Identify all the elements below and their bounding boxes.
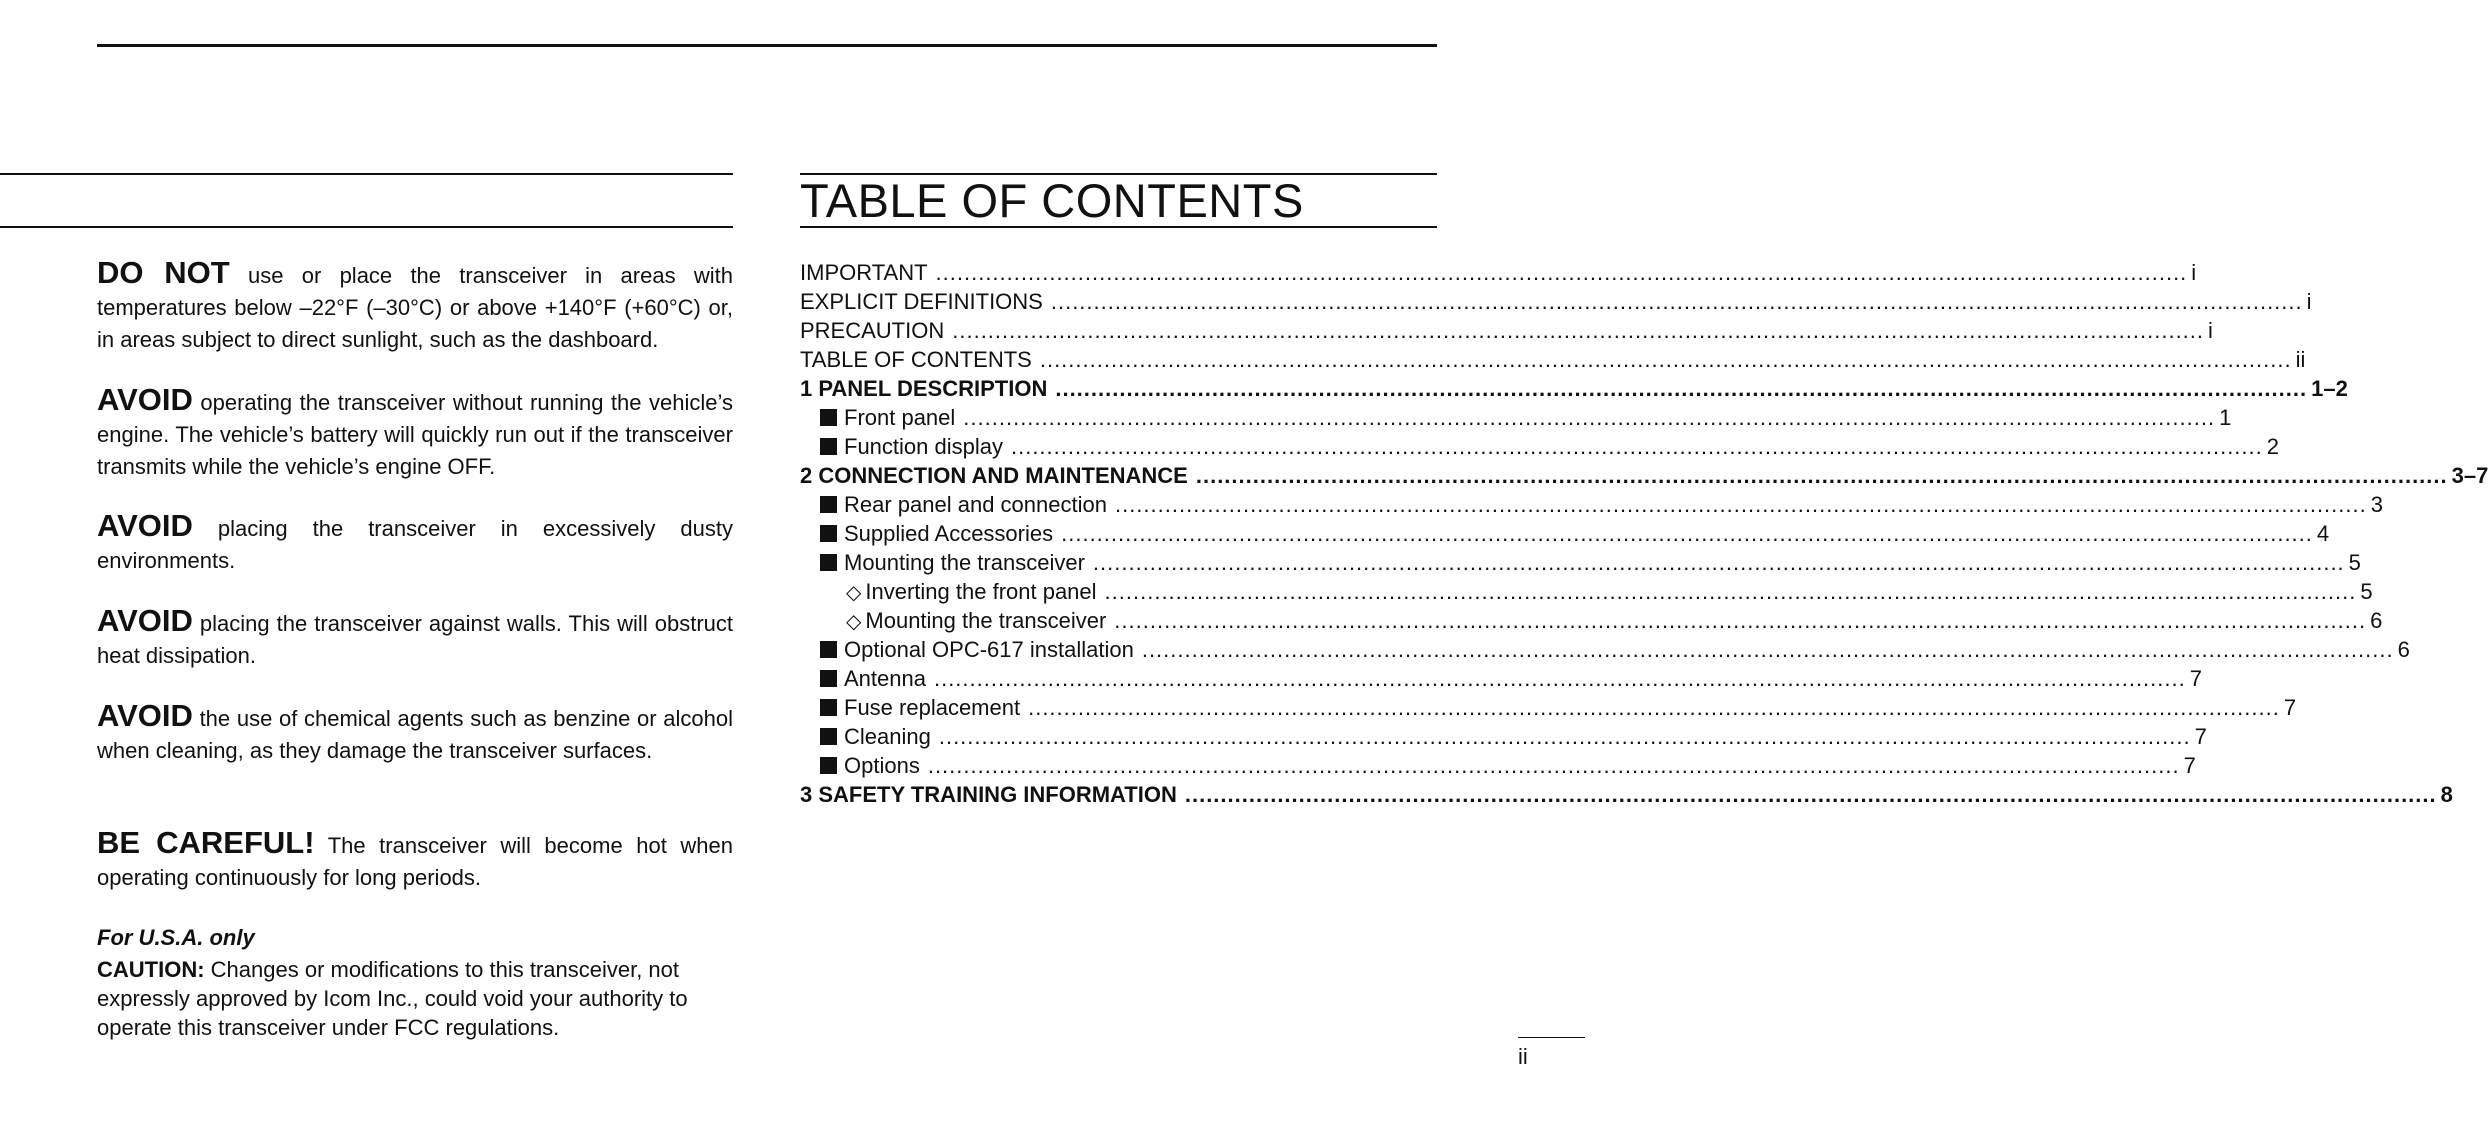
toc-label-text: Rear panel and connection — [844, 492, 1107, 517]
toc-page: i — [2191, 260, 2197, 285]
toc-leader: ................................................................................................................................................................................ — [1104, 579, 2357, 604]
toc-label — [820, 403, 955, 432]
toc-leader: ................................................................................................................................................................................ — [1184, 782, 2437, 807]
toc-label-text: Fuse replacement — [844, 695, 1021, 720]
toc-label — [820, 432, 1003, 461]
toc-label: TABLE OF CONTENTS — [800, 347, 1032, 372]
toc-label — [820, 490, 1107, 519]
toc-entry-inverting-front-panel[interactable] — [846, 577, 2373, 606]
toc-page: 3 — [2370, 492, 2383, 517]
toc-label — [820, 722, 931, 751]
precaution-be-careful — [97, 827, 733, 894]
precaution-text: the use of chemical agents such as benzine or alcohol when cleaning, as they damage the transceiver surfaces. — [97, 706, 733, 763]
toc-entry-panel-description[interactable] — [800, 374, 2348, 403]
toc-label — [820, 548, 1085, 577]
toc-label-text: Cleaning — [844, 724, 931, 749]
precaution-text: placing the transceiver in excessively dusty environments. — [97, 516, 733, 573]
toc-label: 2 CONNECTION AND MAINTENANCE — [800, 463, 1188, 488]
toc-leader: ................................................................................................................................................................................ — [952, 318, 2205, 343]
square-bullet-icon — [820, 438, 837, 455]
square-bullet-icon — [820, 409, 837, 426]
precaution-avoid-chemicals — [97, 700, 733, 767]
toc-leader: ................................................................................................................................................................................ — [963, 405, 2216, 430]
toc-entry-front-panel[interactable] — [820, 403, 2232, 432]
toc-leader: ................................................................................................................................................................................ — [1141, 637, 2394, 662]
toc-page: 4 — [2316, 521, 2330, 546]
toc-label — [846, 577, 1097, 608]
toc-label-text: Optional OPC-617 installation — [844, 637, 1134, 662]
square-bullet-icon — [820, 496, 837, 513]
toc-page: i — [2306, 289, 2312, 314]
toc-page: 7 — [2194, 724, 2207, 749]
toc-leader: ................................................................................................................................................................................ — [1114, 492, 2367, 517]
toc-page: 2 — [2266, 434, 2279, 459]
precaution-lead: AVOID — [97, 698, 193, 733]
toc-leader: ................................................................................................................................................................................ — [938, 724, 2191, 749]
toc-entry-supplied-accessories[interactable] — [820, 519, 2330, 548]
square-bullet-icon — [820, 670, 837, 687]
precaution-avoid-walls — [97, 605, 733, 672]
square-bullet-icon — [820, 728, 837, 745]
toc-leader: ................................................................................................................................................................................ — [1010, 434, 2263, 459]
toc-entry-mounting-sub[interactable] — [846, 606, 2383, 635]
precaution-lead: AVOID — [97, 382, 193, 417]
toc-label — [846, 606, 1106, 637]
toc-page: 1–2 — [2311, 376, 2348, 401]
left-header-rule-bottom — [0, 226, 733, 228]
toc-entry-precaution[interactable] — [800, 316, 2213, 345]
toc-page: 7 — [2283, 695, 2297, 720]
precaution-lead: BE CAREFUL! — [97, 825, 315, 860]
toc-entry-function-display[interactable] — [820, 432, 2279, 461]
fcc-caution — [97, 955, 733, 1042]
toc-label-text: Mounting the transceiver — [865, 608, 1107, 633]
precaution-text: use or place the transceiver in areas with temperatures below –22°F (–30°C) or above +140°F (+60°C) or, in areas subject to direct sunlight, such as the dashboard. — [97, 263, 733, 352]
toc-label-text: Antenna — [844, 666, 926, 691]
precaution-avoid-dust — [97, 510, 733, 577]
toc-label-text: Options — [844, 753, 920, 778]
square-bullet-icon — [820, 525, 837, 542]
left-header-rule-top — [0, 173, 733, 175]
toc-leader: ................................................................................................................................................................................ — [927, 753, 2180, 778]
toc-label: PRECAUTION — [800, 318, 945, 343]
toc-label: 3 SAFETY TRAINING INFORMATION — [800, 782, 1177, 807]
square-bullet-icon — [820, 699, 837, 716]
toc-page: 6 — [2370, 608, 2383, 633]
toc-entry-connection-maintenance[interactable] — [800, 461, 2488, 490]
precaution-do-not — [97, 257, 733, 356]
square-bullet-icon — [820, 641, 837, 658]
toc-leader: ................................................................................................................................................................................ — [1039, 347, 2292, 372]
toc-label — [820, 693, 1020, 722]
toc-page: 5 — [2360, 579, 2373, 604]
usa-only-heading: For U.S.A. only — [97, 925, 255, 950]
toc-label: EXPLICIT DEFINITIONS — [800, 289, 1043, 314]
toc-leader: ................................................................................................................................................................................ — [1028, 695, 2280, 720]
top-rule — [97, 44, 1437, 47]
toc-entry-safety-training[interactable] — [800, 780, 2453, 809]
square-bullet-icon — [820, 757, 837, 774]
toc-entry-opc617[interactable] — [820, 635, 2410, 664]
toc-leader: ................................................................................................................................................................................ — [1050, 289, 2303, 314]
toc-page: 3–7 — [2451, 463, 2488, 488]
square-bullet-icon — [820, 554, 837, 571]
page-number-rule — [1518, 1037, 1585, 1038]
toc-label-text: Function display — [844, 434, 1003, 459]
toc-entry-antenna[interactable] — [820, 664, 2202, 693]
toc-label-text: Inverting the front panel — [865, 579, 1097, 604]
toc-page: 8 — [2440, 782, 2453, 807]
precaution-lead: DO NOT — [97, 255, 230, 290]
precaution-lead: AVOID — [97, 603, 193, 638]
toc-label — [820, 635, 1134, 664]
toc-label-text: Front panel — [844, 405, 956, 430]
toc-entry-options[interactable] — [820, 751, 2196, 780]
toc-leader: ................................................................................................................................................................................ — [1055, 376, 2308, 401]
toc-leader: ................................................................................................................................................................................ — [1061, 521, 2313, 546]
toc-label — [820, 519, 1053, 548]
toc-entry-fuse-replacement[interactable] — [820, 693, 2297, 722]
page-number: ii — [1518, 1044, 1528, 1069]
toc-label: IMPORTANT — [800, 260, 928, 285]
toc-entry-table-of-contents[interactable] — [800, 345, 2306, 374]
toc-entry-cleaning[interactable] — [820, 722, 2207, 751]
toc-entry-mounting[interactable] — [820, 548, 2361, 577]
toc-page: 6 — [2397, 637, 2410, 662]
caution-text: Changes or modifications to this transceiver, not expressly approved by Icom Inc., could void your authority to operate this transceiver under FCC regulations. — [97, 957, 688, 1040]
caution-lead: CAUTION: — [97, 957, 205, 982]
toc-page: i — [2208, 318, 2213, 343]
toc-leader: ................................................................................................................................................................................ — [1092, 550, 2345, 575]
toc-leader: ................................................................................................................................................................................ — [935, 260, 2188, 285]
precaution-text: placing the transceiver against walls. This will obstruct heat dissipation. — [97, 611, 733, 668]
toc-leader: ................................................................................................................................................................................ — [1114, 608, 2367, 633]
precaution-lead: AVOID — [97, 508, 193, 543]
toc-entry-important[interactable] — [800, 258, 2197, 287]
toc-leader: ................................................................................................................................................................................ — [1195, 463, 2448, 488]
toc-entry-explicit-definitions[interactable] — [800, 287, 2312, 316]
toc-page: 5 — [2348, 550, 2361, 575]
toc-label — [820, 664, 926, 693]
toc-page: ii — [2295, 347, 2306, 372]
toc-label: 1 PANEL DESCRIPTION — [800, 376, 1048, 401]
toc-leader: ................................................................................................................................................................................ — [933, 666, 2186, 691]
toc-title: TABLE OF CONTENTS — [800, 174, 1304, 227]
diamond-bullet-icon: ◇ — [846, 582, 862, 604]
toc-label-text: Mounting the transceiver — [844, 550, 1085, 575]
precaution-text: operating the transceiver without running the vehicle’s engine. The vehicle’s battery will quickly run out if the transceiver transmits while the vehicle’s engine OFF. — [97, 390, 733, 479]
toc-label — [820, 751, 920, 780]
toc-page: 1 — [2219, 405, 2232, 430]
precaution-text: The transceiver will become hot when operating continuously for long periods. — [97, 833, 733, 890]
diamond-bullet-icon: ◇ — [846, 611, 862, 633]
toc-entry-rear-panel[interactable] — [820, 490, 2383, 519]
precaution-avoid-engine — [97, 384, 733, 483]
toc-page: 7 — [2183, 753, 2196, 778]
toc-label-text: Supplied Accessories — [844, 521, 1054, 546]
toc-page: 7 — [2189, 666, 2202, 691]
